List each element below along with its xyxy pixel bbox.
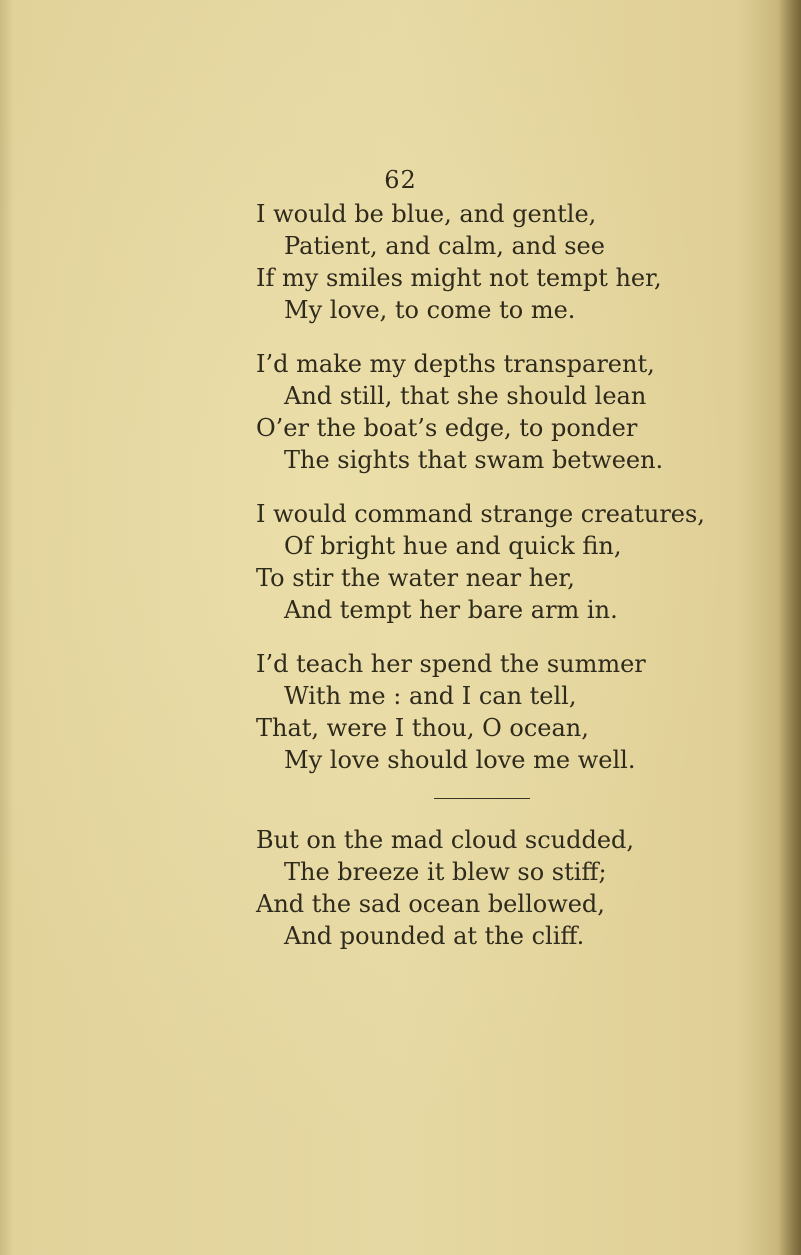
poem-line: I’d teach her spend the summer bbox=[256, 650, 646, 678]
stanza-3 bbox=[256, 498, 776, 626]
poem-line: And tempt her bare arm in. bbox=[284, 596, 618, 624]
poem-line: And pounded at the cliff. bbox=[284, 922, 585, 950]
poem-line: I’d make my depths transparent, bbox=[256, 350, 655, 378]
stanza-2 bbox=[256, 348, 776, 476]
stanza-4 bbox=[256, 648, 776, 776]
poem-line: With me : and I can tell, bbox=[284, 682, 577, 710]
poem-line: O’er the boat’s edge, to ponder bbox=[256, 414, 638, 442]
poem-line: But on the mad cloud scudded, bbox=[256, 826, 635, 854]
poem-line: And still, that she should lean bbox=[284, 382, 647, 410]
poem-line: Patient, and calm, and see bbox=[284, 232, 605, 260]
section-divider bbox=[434, 798, 530, 799]
poem-line: The breeze it blew so stiff; bbox=[284, 858, 607, 886]
poem bbox=[256, 198, 776, 974]
poem-line: And the sad ocean bellowed, bbox=[256, 890, 605, 918]
poem-line: I would be blue, and gentle, bbox=[256, 200, 597, 228]
poem-line: If my smiles might not tempt her, bbox=[256, 264, 662, 292]
stanza-5 bbox=[256, 824, 776, 952]
poem-line: My love, to come to me. bbox=[284, 296, 576, 324]
poem-line: I would command strange creatures, bbox=[256, 500, 705, 528]
poem-line: That, were I thou, O ocean, bbox=[256, 714, 589, 742]
poem-line: To stir the water near her, bbox=[256, 564, 575, 592]
poem-line: My love should love me well. bbox=[284, 746, 636, 774]
stanza-1 bbox=[256, 198, 776, 326]
poem-line: Of bright hue and quick fin, bbox=[284, 532, 622, 560]
page-number: 62 bbox=[384, 166, 417, 194]
poem-line: The sights that swam between. bbox=[284, 446, 664, 474]
